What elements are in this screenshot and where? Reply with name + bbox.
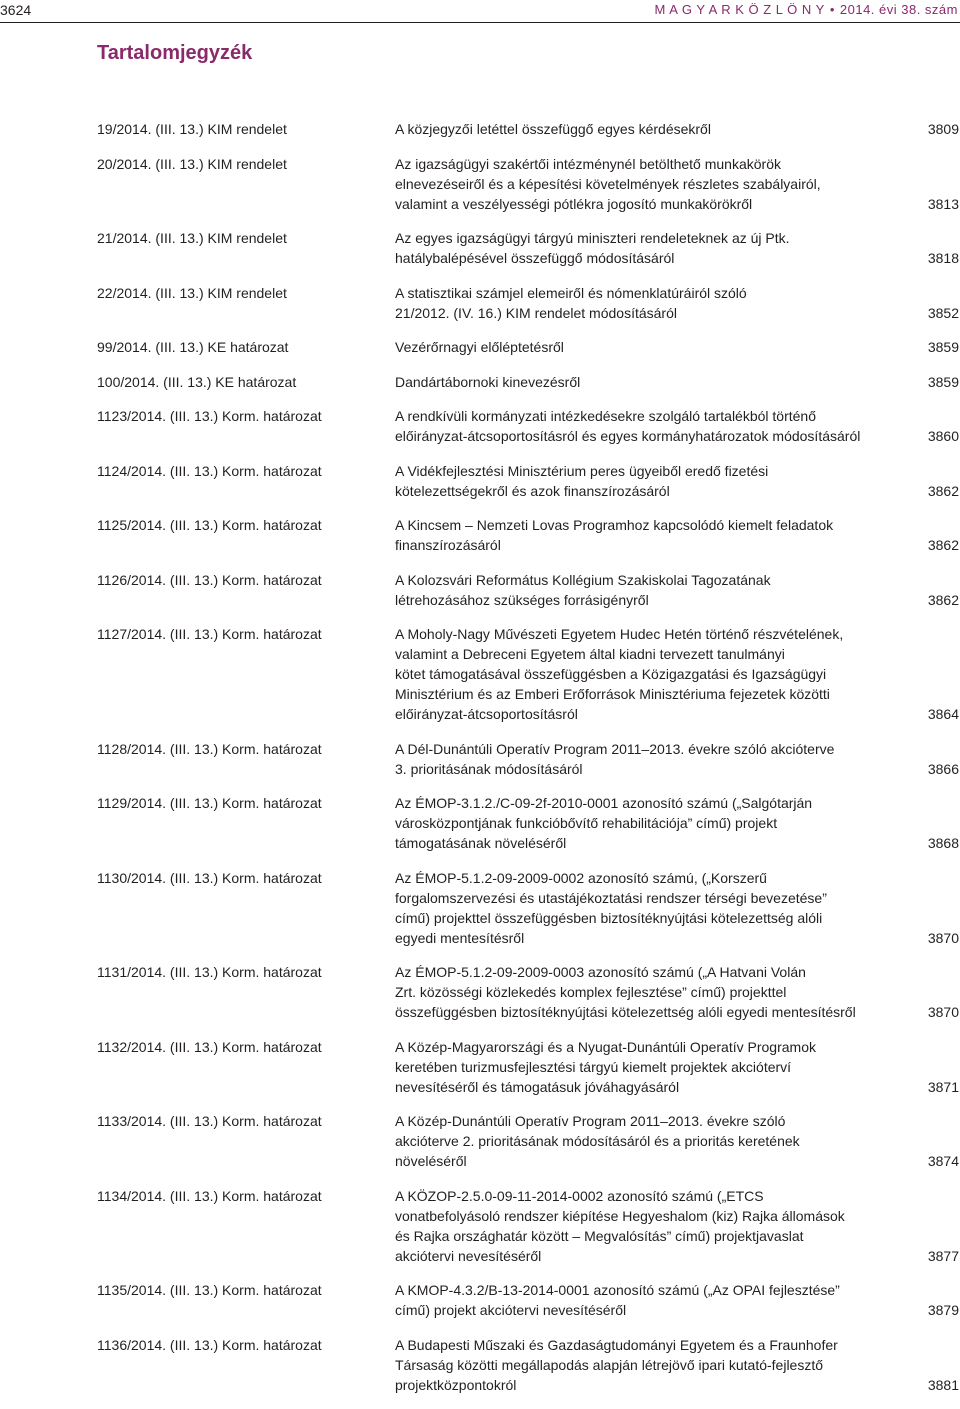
entry-reference: 1134/2014. (III. 13.) Korm. határozat <box>97 1187 322 1204</box>
entry-page-number: 3852 <box>927 304 959 321</box>
entry-page-number: 3874 <box>927 1153 959 1169</box>
entry-description-line: A közjegyzői letéttel összefüggő egyes kérdésekről <box>395 121 711 137</box>
entry-description-line: A KÖZOP-2.5.0-09-11-2014-0002 azonosító számú („ETCS <box>395 1187 764 1204</box>
entry-reference: 20/2014. (III. 13.) KIM rendelet <box>97 155 287 172</box>
entry-page-number: 3868 <box>927 835 959 851</box>
entry-description-line: A Kolozsvári Református Kollégium Szakiskolai Tagozatának <box>395 571 771 588</box>
entry-description-line: Minisztérium és az Emberi Erőforrások Minisztériuma fejezetek közötti <box>395 686 830 702</box>
entry-body <box>395 793 959 853</box>
toc-entry[interactable] <box>97 461 959 501</box>
journal-name: M A G Y A R K Ö Z L Ö N Y <box>654 2 825 17</box>
entry-description-line: Vezérőrnagyi előléptetésről <box>395 339 564 355</box>
entry-body <box>395 406 959 446</box>
entry-description-line: létrehozásához szükséges forrásigényről <box>395 591 649 608</box>
journal-title <box>655 2 958 17</box>
entry-description-line: Zrt. közösségi közlekedés komplex fejlesztése” című) projekttel <box>395 984 787 1000</box>
entry-page-number: 3879 <box>927 1302 959 1318</box>
toc-entry[interactable] <box>97 228 959 268</box>
entry-description <box>395 624 923 724</box>
entry-body <box>395 1037 959 1097</box>
entry-description-line: valamint a veszélyességi pótlékra jogosító munkakörökről <box>395 195 753 212</box>
entry-description-line: forgalomszervezési és utastájékoztatási rendszer térségi bevezetése” <box>395 889 827 906</box>
entry-reference: 1125/2014. (III. 13.) Korm. határozat <box>97 517 322 533</box>
entry-body <box>395 962 959 1022</box>
toc-entry[interactable] <box>97 624 959 724</box>
entry-body <box>395 868 959 948</box>
entry-description <box>395 1037 923 1097</box>
toc-entry[interactable] <box>97 570 959 610</box>
entry-description <box>395 154 923 214</box>
entry-description <box>395 793 923 853</box>
entry-description-line: A Közép-Dunántúli Operatív Program 2011–2013. évekre szóló <box>395 1113 786 1129</box>
entry-description <box>395 868 923 948</box>
entry-body <box>395 570 959 610</box>
entry-description <box>395 461 923 501</box>
entry-body <box>395 1280 959 1320</box>
entry-description-line: előirányzat-átcsoportosításról és egyes kormányhatározatok módosításáról <box>395 428 861 444</box>
entry-description-line: előirányzat-átcsoportosításról <box>395 706 578 722</box>
entry-description-line: Az ÉMOP-5.1.2-09-2009-0003 azonosító számú („A Hatvani Volán <box>395 964 806 980</box>
entry-description-line: hatálybalépésével összefüggő módosításáról <box>395 250 675 266</box>
entry-page-number: 3862 <box>927 482 959 499</box>
entry-reference: 1136/2014. (III. 13.) Korm. határozat <box>97 1336 322 1353</box>
entry-reference: 1129/2014. (III. 13.) Korm. határozat <box>97 795 322 811</box>
entry-reference: 1133/2014. (III. 13.) Korm. határozat <box>97 1113 322 1129</box>
entry-description <box>395 372 923 392</box>
entry-description-line: városközpontjának funkcióbővítő rehabilitációja” című) projekt <box>395 815 778 831</box>
toc-entry[interactable] <box>97 372 959 392</box>
entry-description-line: finanszírozásáról <box>395 537 501 553</box>
entry-page-number: 3870 <box>927 1004 959 1020</box>
entry-page-number: 3877 <box>927 1247 959 1264</box>
entry-description-line: A Vidékfejlesztési Minisztérium peres ügyeiből eredő fizetési <box>395 462 769 479</box>
entry-body <box>395 461 959 501</box>
entry-description-line: kötelezettségekről és azok finanszírozásáról <box>395 482 670 499</box>
entry-description-line: és Rajka országhatár között – Megvalósítás” című) projektjavaslat <box>395 1227 804 1244</box>
entry-page-number: 3881 <box>927 1376 959 1393</box>
entry-description-line: Az egyes igazságügyi tárgyú miniszteri rendeleteknek az új Ptk. <box>395 230 790 246</box>
entry-description <box>395 739 923 779</box>
table-of-contents <box>97 119 959 1409</box>
toc-entry[interactable] <box>97 154 959 214</box>
entry-reference: 1130/2014. (III. 13.) Korm. határozat <box>97 869 322 886</box>
entry-body <box>395 739 959 779</box>
entry-page-number: 3809 <box>927 121 959 137</box>
entry-description-line: támogatásának növeléséről <box>395 835 567 851</box>
entry-reference: 1135/2014. (III. 13.) Korm. határozat <box>97 1282 322 1298</box>
entry-reference: 1132/2014. (III. 13.) Korm. határozat <box>97 1038 322 1055</box>
entry-page-number: 3871 <box>927 1078 959 1095</box>
entry-description <box>395 283 923 323</box>
entry-description-line: elnevezéseiről és a képesítési követelmények részletes szabályairól, <box>395 175 821 192</box>
toc-entry[interactable] <box>97 1335 959 1395</box>
entry-reference: 1124/2014. (III. 13.) Korm. határozat <box>97 462 322 479</box>
entry-reference: 22/2014. (III. 13.) KIM rendelet <box>97 284 287 301</box>
toc-entry[interactable] <box>97 515 959 555</box>
entry-page-number: 3859 <box>927 339 959 355</box>
entry-description-line: Társaság közötti megállapodás alapján létrejövő ipari kutató-fejlesztő <box>395 1356 824 1373</box>
entry-page-number: 3859 <box>927 373 959 390</box>
entry-description-line: A Kincsem – Nemzeti Lovas Programhoz kapcsolódó kiemelt feladatok <box>395 517 834 533</box>
entry-body <box>395 1186 959 1266</box>
toc-entry[interactable] <box>97 1037 959 1097</box>
entry-page-number: 3862 <box>927 537 959 553</box>
entry-page-number: 3860 <box>927 428 959 444</box>
entry-body <box>395 624 959 724</box>
entry-page-number: 3862 <box>927 591 959 608</box>
entry-description <box>395 1335 923 1395</box>
entry-description <box>395 962 923 1022</box>
entry-description-line: 3. prioritásának módosításáról <box>395 760 583 777</box>
entry-reference: 1126/2014. (III. 13.) Korm. határozat <box>97 571 322 588</box>
toc-entry[interactable] <box>97 119 959 139</box>
toc-entry[interactable] <box>97 1280 959 1320</box>
entry-description <box>395 228 923 268</box>
entry-body <box>395 1335 959 1395</box>
entry-description-line: A Moholy-Nagy Művészeti Egyetem Hudec Hetén történő részvételének, <box>395 626 844 642</box>
toc-entry[interactable] <box>97 337 959 357</box>
toc-entry[interactable] <box>97 406 959 446</box>
header-rule <box>0 22 960 23</box>
entry-reference: 19/2014. (III. 13.) KIM rendelet <box>97 121 287 137</box>
entry-description-line: akcióterve 2. prioritásának módosításáról és a prioritás keretének <box>395 1133 800 1149</box>
entry-description-line: A rendkívüli kormányzati intézkedésekre szolgáló tartalékból történő <box>395 408 816 424</box>
entry-reference: 1128/2014. (III. 13.) Korm. határozat <box>97 740 322 757</box>
toc-entry[interactable] <box>97 739 959 779</box>
entry-reference: 21/2014. (III. 13.) KIM rendelet <box>97 230 287 246</box>
entry-reference: 99/2014. (III. 13.) KE határozat <box>97 339 289 355</box>
entry-description-line: Az igazságügyi szakértői intézménynél betölthető munkakörök <box>395 155 781 172</box>
entry-description-line: Az ÉMOP-5.1.2-09-2009-0002 azonosító számú, („Korszerű <box>395 869 767 886</box>
entry-description <box>395 1186 923 1266</box>
entry-page-number: 3870 <box>927 929 959 946</box>
entry-description-line: egyedi mentesítésről <box>395 929 525 946</box>
page-title: Tartalomjegyzék <box>97 42 253 64</box>
entry-reference: 1131/2014. (III. 13.) Korm. határozat <box>97 964 322 980</box>
entry-description <box>395 119 923 139</box>
entry-body <box>395 1111 959 1171</box>
toc-entry[interactable] <box>97 793 959 853</box>
entry-description-line: című) projekt akciótervi nevesítéséről <box>395 1302 627 1318</box>
entry-page-number: 3813 <box>927 195 959 212</box>
entry-description-line: keretében turizmusfejlesztési tárgyú kiemelt projektek akcióterví <box>395 1058 792 1075</box>
entry-description-line: című) projekttel összefüggésben biztosítéknyújtási kötelezettség alóli <box>395 909 823 926</box>
entry-description-line: A Budapesti Műszaki és Gazdaságtudományi Egyetem és a Fraunhofer <box>395 1336 838 1353</box>
entry-description <box>395 570 923 610</box>
entry-description-line: akciótervi nevesítéséről <box>395 1247 542 1264</box>
entry-description-line: valamint a Debreceni Egyetem által kiadni tervezett tanulmányi <box>395 646 785 662</box>
entry-reference: 1127/2014. (III. 13.) Korm. határozat <box>97 626 322 642</box>
toc-entry[interactable] <box>97 283 959 323</box>
entry-body <box>395 283 959 323</box>
entry-description-line: 21/2012. (IV. 16.) KIM rendelet módosításáról <box>395 304 677 321</box>
entry-description-line: A statisztikai számjel elemeiről és nómenklatúráiról szóló <box>395 284 747 301</box>
entry-body <box>395 515 959 555</box>
entry-body <box>395 228 959 268</box>
entry-description-line: nevesítéséről és támogatásuk jóváhagyásáról <box>395 1078 680 1095</box>
entry-description <box>395 406 923 446</box>
entry-description <box>395 1280 923 1320</box>
page-header <box>0 2 960 24</box>
entry-page-number: 3866 <box>927 760 959 777</box>
entry-body <box>395 154 959 214</box>
bullet-separator: • <box>829 2 835 17</box>
entry-description-line: A KMOP-4.3.2/B-13-2014-0001 azonosító számú („Az OPAI fejlesztése” <box>395 1282 840 1298</box>
entry-description-line: Dandártábornoki kinevezésről <box>395 373 581 390</box>
entry-reference: 1123/2014. (III. 13.) Korm. határozat <box>97 408 322 424</box>
entry-description-line: kötet támogatásával összefüggésben a Közigazgatási és Igazságügyi <box>395 666 827 682</box>
entry-description <box>395 337 923 357</box>
journal-issue: 2014. évi 38. szám <box>839 2 958 17</box>
entry-description-line: összefüggésben biztosítéknyújtási kötelezettség alóli egyedi mentesítésről <box>395 1004 856 1020</box>
entry-description <box>395 1111 923 1171</box>
toc-entry[interactable] <box>97 1186 959 1266</box>
entry-page-number: 3864 <box>927 706 959 722</box>
toc-entry[interactable] <box>97 1111 959 1171</box>
entry-body <box>395 372 959 392</box>
entry-reference: 100/2014. (III. 13.) KE határozat <box>97 373 297 390</box>
entry-body <box>395 119 959 139</box>
entry-description-line: A Dél-Dunántúli Operatív Program 2011–2013. évekre szóló akcióterve <box>395 740 835 757</box>
toc-entry[interactable] <box>97 962 959 1022</box>
entry-description-line: Az ÉMOP-3.1.2./C-09-2f-2010-0001 azonosító számú („Salgótarján <box>395 795 813 811</box>
entry-description-line: projektközpontokról <box>395 1376 517 1393</box>
entry-description <box>395 515 923 555</box>
entry-body <box>395 337 959 357</box>
entry-description-line: növeléséről <box>395 1153 467 1169</box>
page-number: 3624 <box>0 2 32 18</box>
entry-description-line: A Közép-Magyarországi és a Nyugat-Dunántúli Operatív Programok <box>395 1038 816 1055</box>
toc-entry[interactable] <box>97 868 959 948</box>
entry-page-number: 3818 <box>927 250 959 266</box>
entry-description-line: vonatbefolyásoló rendszer kiépítése Hegyeshalom (kiz) Rajka állomások <box>395 1207 845 1224</box>
